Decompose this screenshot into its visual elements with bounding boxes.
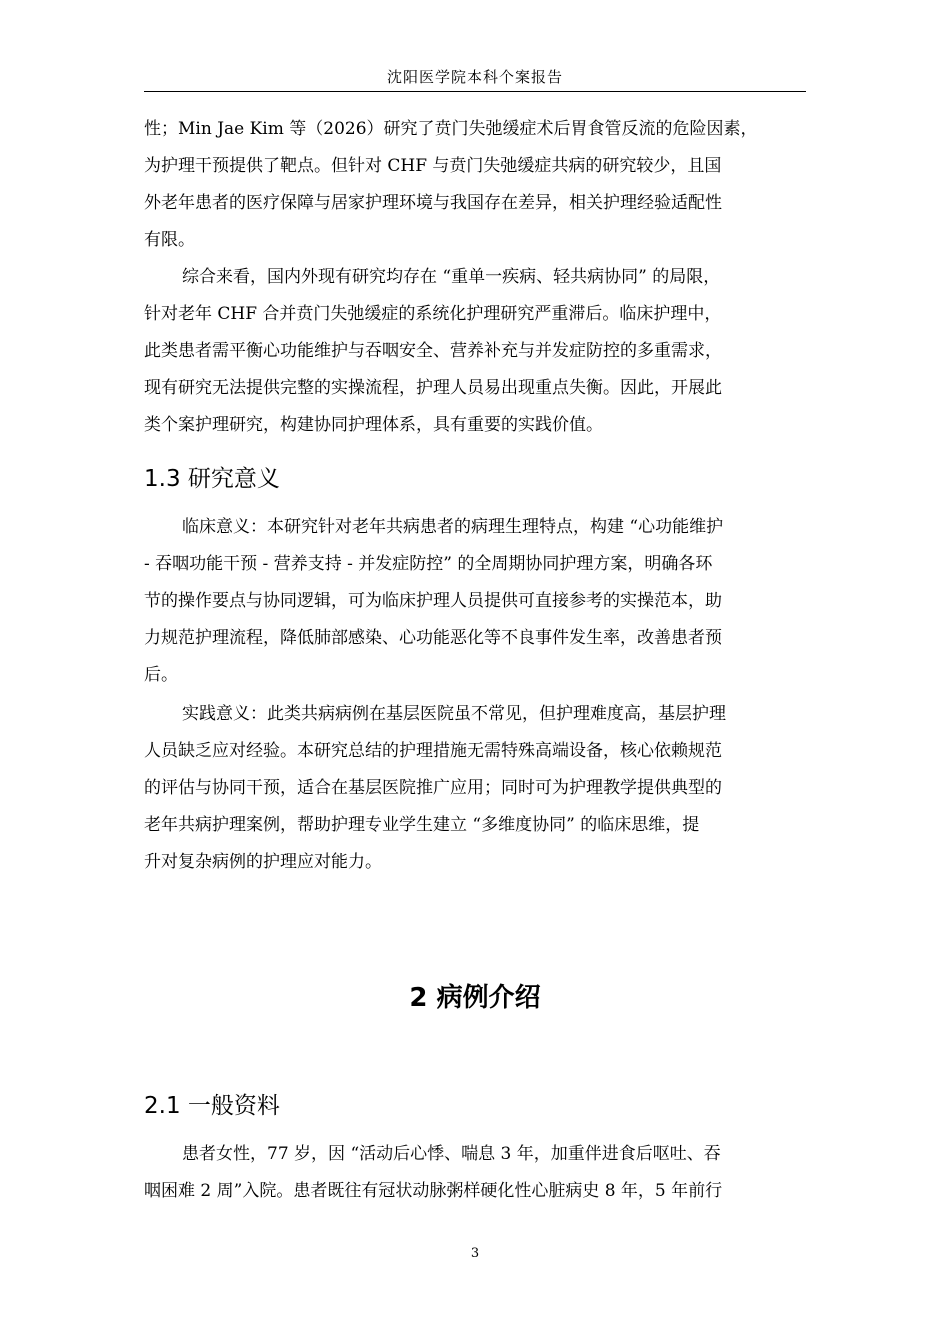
paragraph-line: - 吞咽功能干预 - 营养支持 - 并发症防控” 的全周期协同护理方案，明确各环 xyxy=(144,554,713,574)
header-divider xyxy=(144,91,806,92)
paragraph-line: 为护理干预提供了靶点。但针对 CHF 与贲门失弛缓症共病的研究较少，且国 xyxy=(144,156,722,176)
paragraph-line: 节的操作要点与协同逻辑，可为临床护理人员提供可直接参考的实操范本，助 xyxy=(144,591,722,611)
paragraph-line: 老年共病护理案例，帮助护理专业学生建立 “多维度协同” 的临床思维，提 xyxy=(144,815,700,835)
paragraph-line: 针对老年 CHF 合并贲门失弛缓症的系统化护理研究严重滞后。临床护理中， xyxy=(144,304,722,324)
paragraph-line: 类个案护理研究，构建协同护理体系，具有重要的实践价值。 xyxy=(144,415,603,435)
paragraph-line: 性；Min Jae Kim 等（2026）研究了贲门失弛缓症术后胃食管反流的危险因素， xyxy=(144,119,758,139)
paragraph-line: 的评估与协同干预，适合在基层医院推广应用；同时可为护理教学提供典型的 xyxy=(144,778,722,798)
paragraph-line: 外老年患者的医疗保障与居家护理环境与我国存在差异，相关护理经验适配性 xyxy=(144,193,722,213)
chapter-heading-2: 2 病例介绍 xyxy=(409,983,541,1013)
paragraph-line: 人员缺乏应对经验。本研究总结的护理措施无需特殊高端设备，核心依赖规范 xyxy=(144,741,722,761)
paragraph-line: 升对复杂病例的护理应对能力。 xyxy=(144,852,382,872)
paragraph-line: 临床意义：本研究针对老年共病患者的病理生理特点，构建 “心功能维护 xyxy=(182,517,724,537)
page-header-title: 沈阳医学院本科个案报告 xyxy=(386,68,563,86)
paragraph-line: 后。 xyxy=(144,665,178,685)
paragraph-line: 现有研究无法提供完整的实操流程，护理人员易出现重点失衡。因此，开展此 xyxy=(144,378,722,398)
paragraph-line: 患者女性，77 岁，因 “活动后心悸、喘息 3 年，加重伴进食后呕吐、吞 xyxy=(182,1144,721,1164)
paragraph-line: 综合来看，国内外现有研究均存在 “重单一疾病、轻共病协同” 的局限， xyxy=(182,267,721,287)
paragraph-line: 咽困难 2 周”入院。患者既往有冠状动脉粥样硬化性心脏病史 8 年，5 年前行 xyxy=(144,1181,723,1201)
paragraph-line: 实践意义：此类共病病例在基层医院虽不常见，但护理难度高，基层护理 xyxy=(182,704,726,724)
paragraph-line: 有限。 xyxy=(144,230,195,250)
page-number: 3 xyxy=(470,1246,480,1261)
paragraph-line: 力规范护理流程，降低肺部感染、心功能恶化等不良事件发生率，改善患者预 xyxy=(144,628,722,648)
section-heading-1-3: 1.3 研究意义 xyxy=(144,466,280,492)
section-heading-2-1: 2.1 一般资料 xyxy=(144,1093,280,1119)
paragraph-line: 此类患者需平衡心功能维护与吞咽安全、营养补充与并发症防控的多重需求， xyxy=(144,341,722,361)
